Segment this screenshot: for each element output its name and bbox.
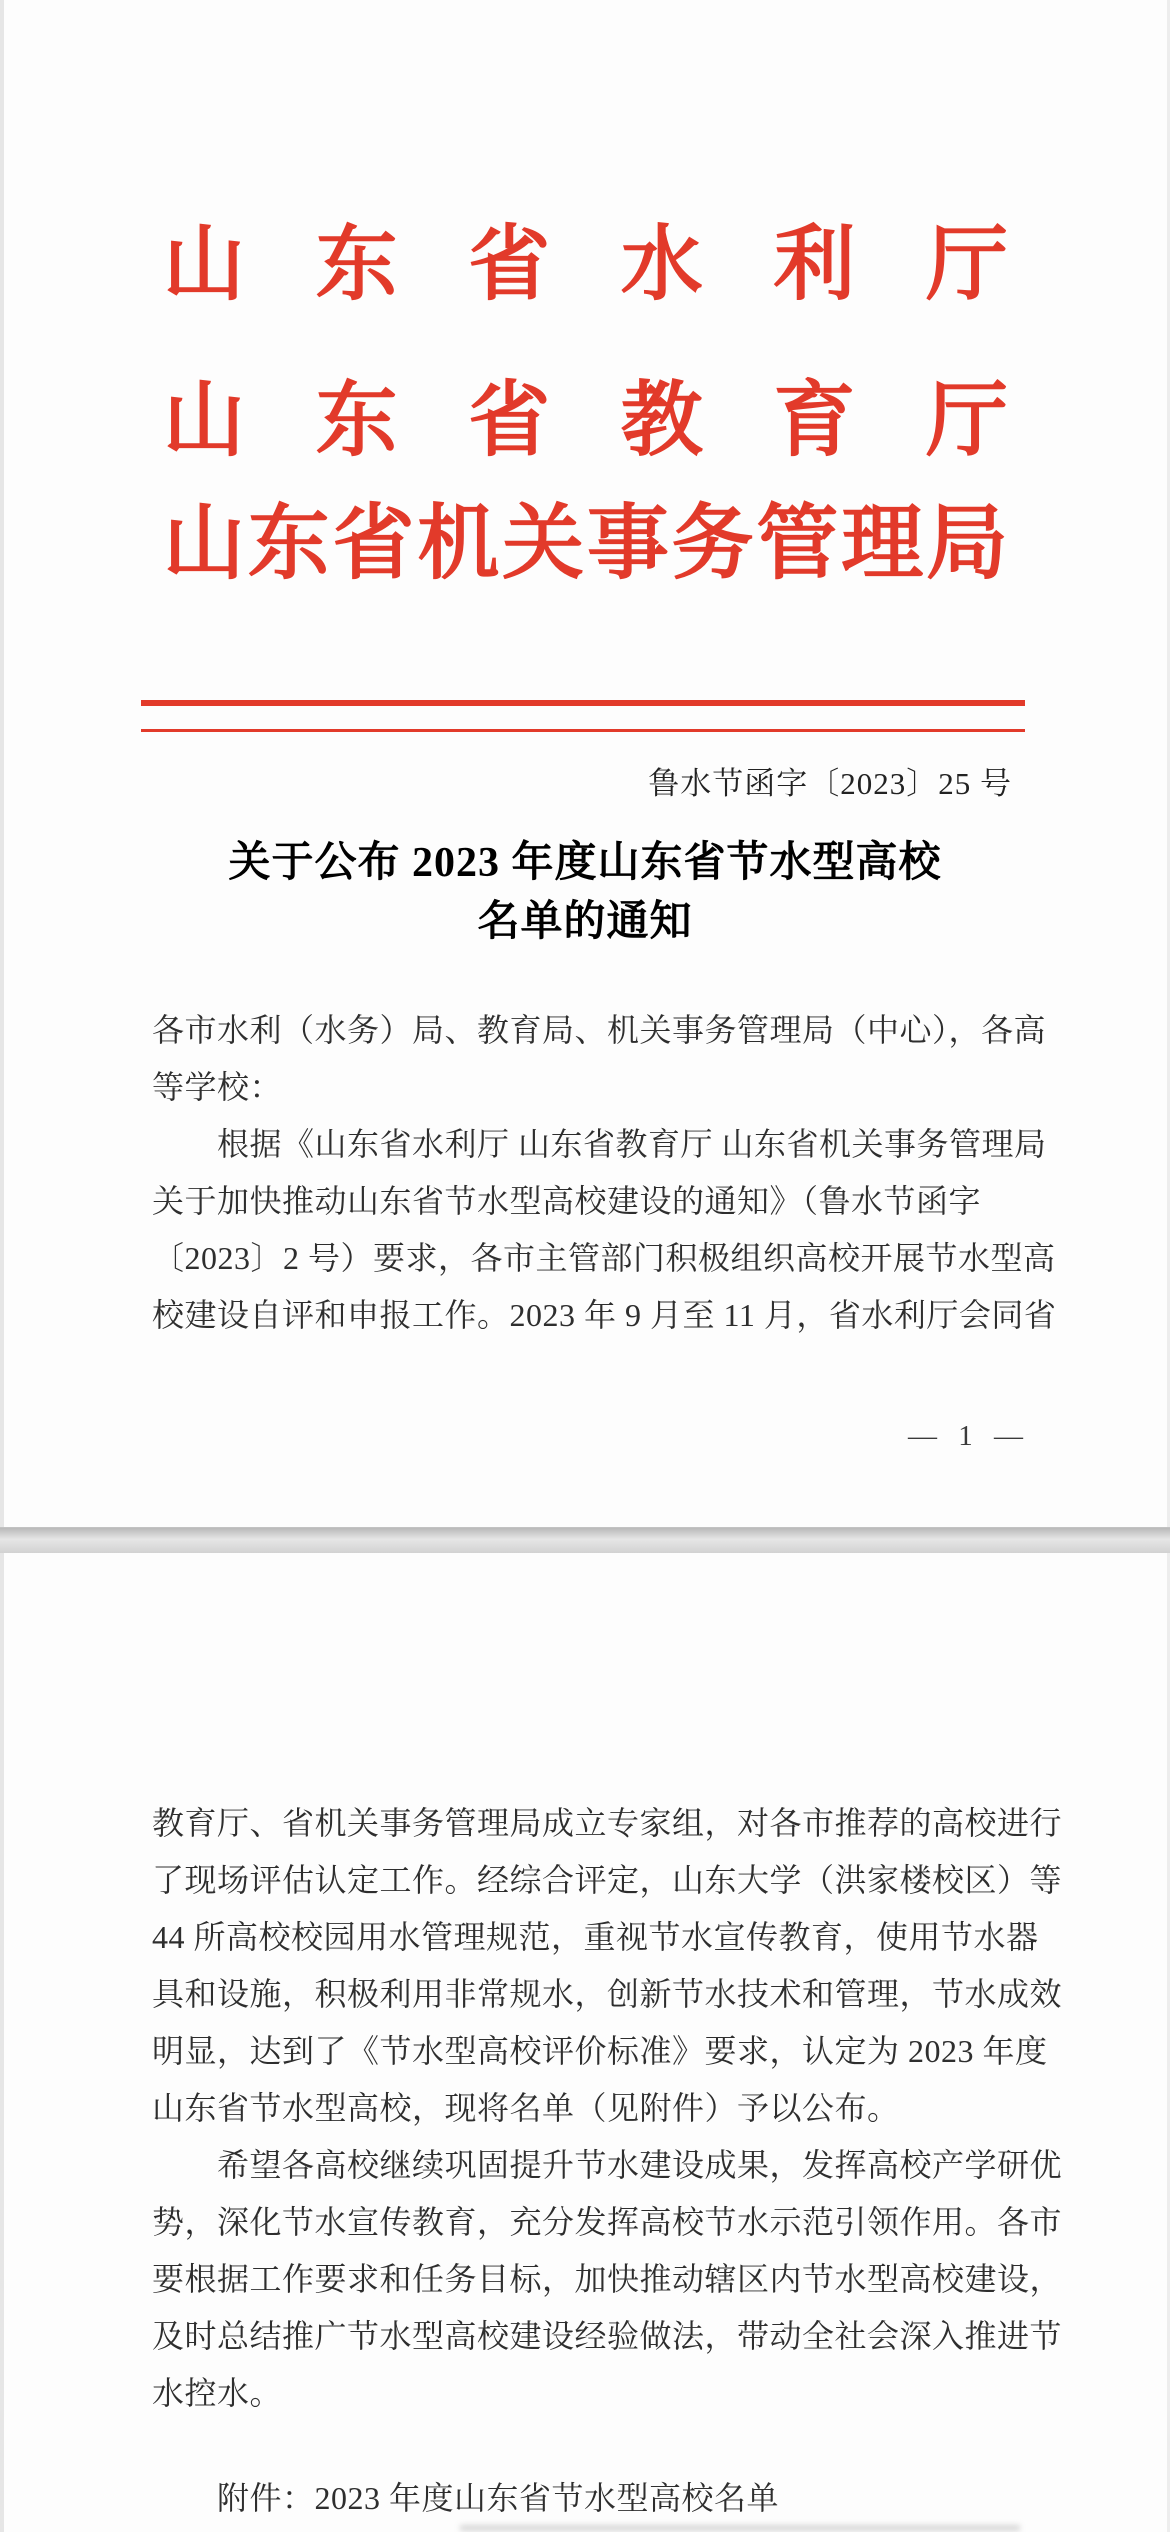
page1-body-text [152,1002,1057,1344]
body-text-line: 44 所高校校园用水管理规范，重视节水宣传教育，使用节水器 [152,1919,1039,1955]
body-text-line: 了现场评估认定工作。经综合评定，山东大学（洪家楼校区）等 [152,1862,1063,1898]
body-text-line: 希望各高校继续巩固提升节水建设成果，发挥高校产学研优 [152,2147,1063,2183]
page-separator [0,1527,1170,1554]
body-text-line: 教育厅、省机关事务管理局成立专家组，对各市推荐的高校进行 [152,1805,1063,1841]
agency-masthead [163,218,1008,591]
agency-masthead-line: 山东省水利厅 [163,219,1008,310]
body-text-line: 关于加快推动山东省节水型高校建设的通知》（鲁水节函字 [152,1183,982,1219]
body-text-line: 及时总结推广节水型高校建设经验做法，带动全社会深入推进节 [152,2318,1063,2354]
body-text-line: 水控水。 [152,2375,283,2411]
attachment-reference-line: 附件：2023 年度山东省节水型高校名单 [152,2480,780,2516]
body-text-line: 明显，达到了《节水型高校评价标准》要求，认定为 2023 年度 [152,2033,1048,2069]
body-text-line: 等学校： [152,1069,283,1105]
notice-title-line: 名单的通知 [477,899,693,945]
body-text-line: 山东省节水型高校，现将名单（见附件）予以公布。 [152,2090,900,2126]
agency-masthead-line: 山东省机关事务管理局 [163,497,1008,589]
body-text-line: 〔2023〕2 号）要求，各市主管部门积极组织高校开展节水型高 [152,1240,1056,1276]
body-text-line: 具和设施，积极利用非常规水，创新节水技术和管理，节水成效 [152,1976,1063,2012]
body-text-line: 势，深化节水宣传教育，充分发挥高校节水示范引领作用。各市 [152,2204,1063,2240]
notice-title-line: 关于公布 2023 年度山东省节水型高校 [228,840,942,886]
body-text-line: 要根据工作要求和任务目标，加快推动辖区内节水型高校建设， [152,2261,1063,2297]
notice-title [0,834,1170,952]
page-number: — 1 — [908,1420,1030,1452]
red-divider-thick [141,700,1025,706]
next-page-text-hint [460,2525,1020,2531]
body-text-line: 各市水利（水务）局、教育局、机关事务管理局（中心），各高 [152,1012,1047,1048]
body-text-line: 根据《山东省水利厅 山东省教育厅 山东省机关事务管理局 [152,1126,1047,1162]
red-divider-thin [141,729,1025,732]
agency-masthead-line: 山东省教育厅 [163,375,1008,467]
document-page-2 [0,1553,1170,2532]
page2-body-text [152,1795,1063,2422]
body-text-line: 校建设自评和申报工作。2023 年 9 月至 11 月，省水利厅会同省 [152,1297,1057,1333]
document-reference-number: 鲁水节函字〔2023〕25 号 [648,766,1012,801]
